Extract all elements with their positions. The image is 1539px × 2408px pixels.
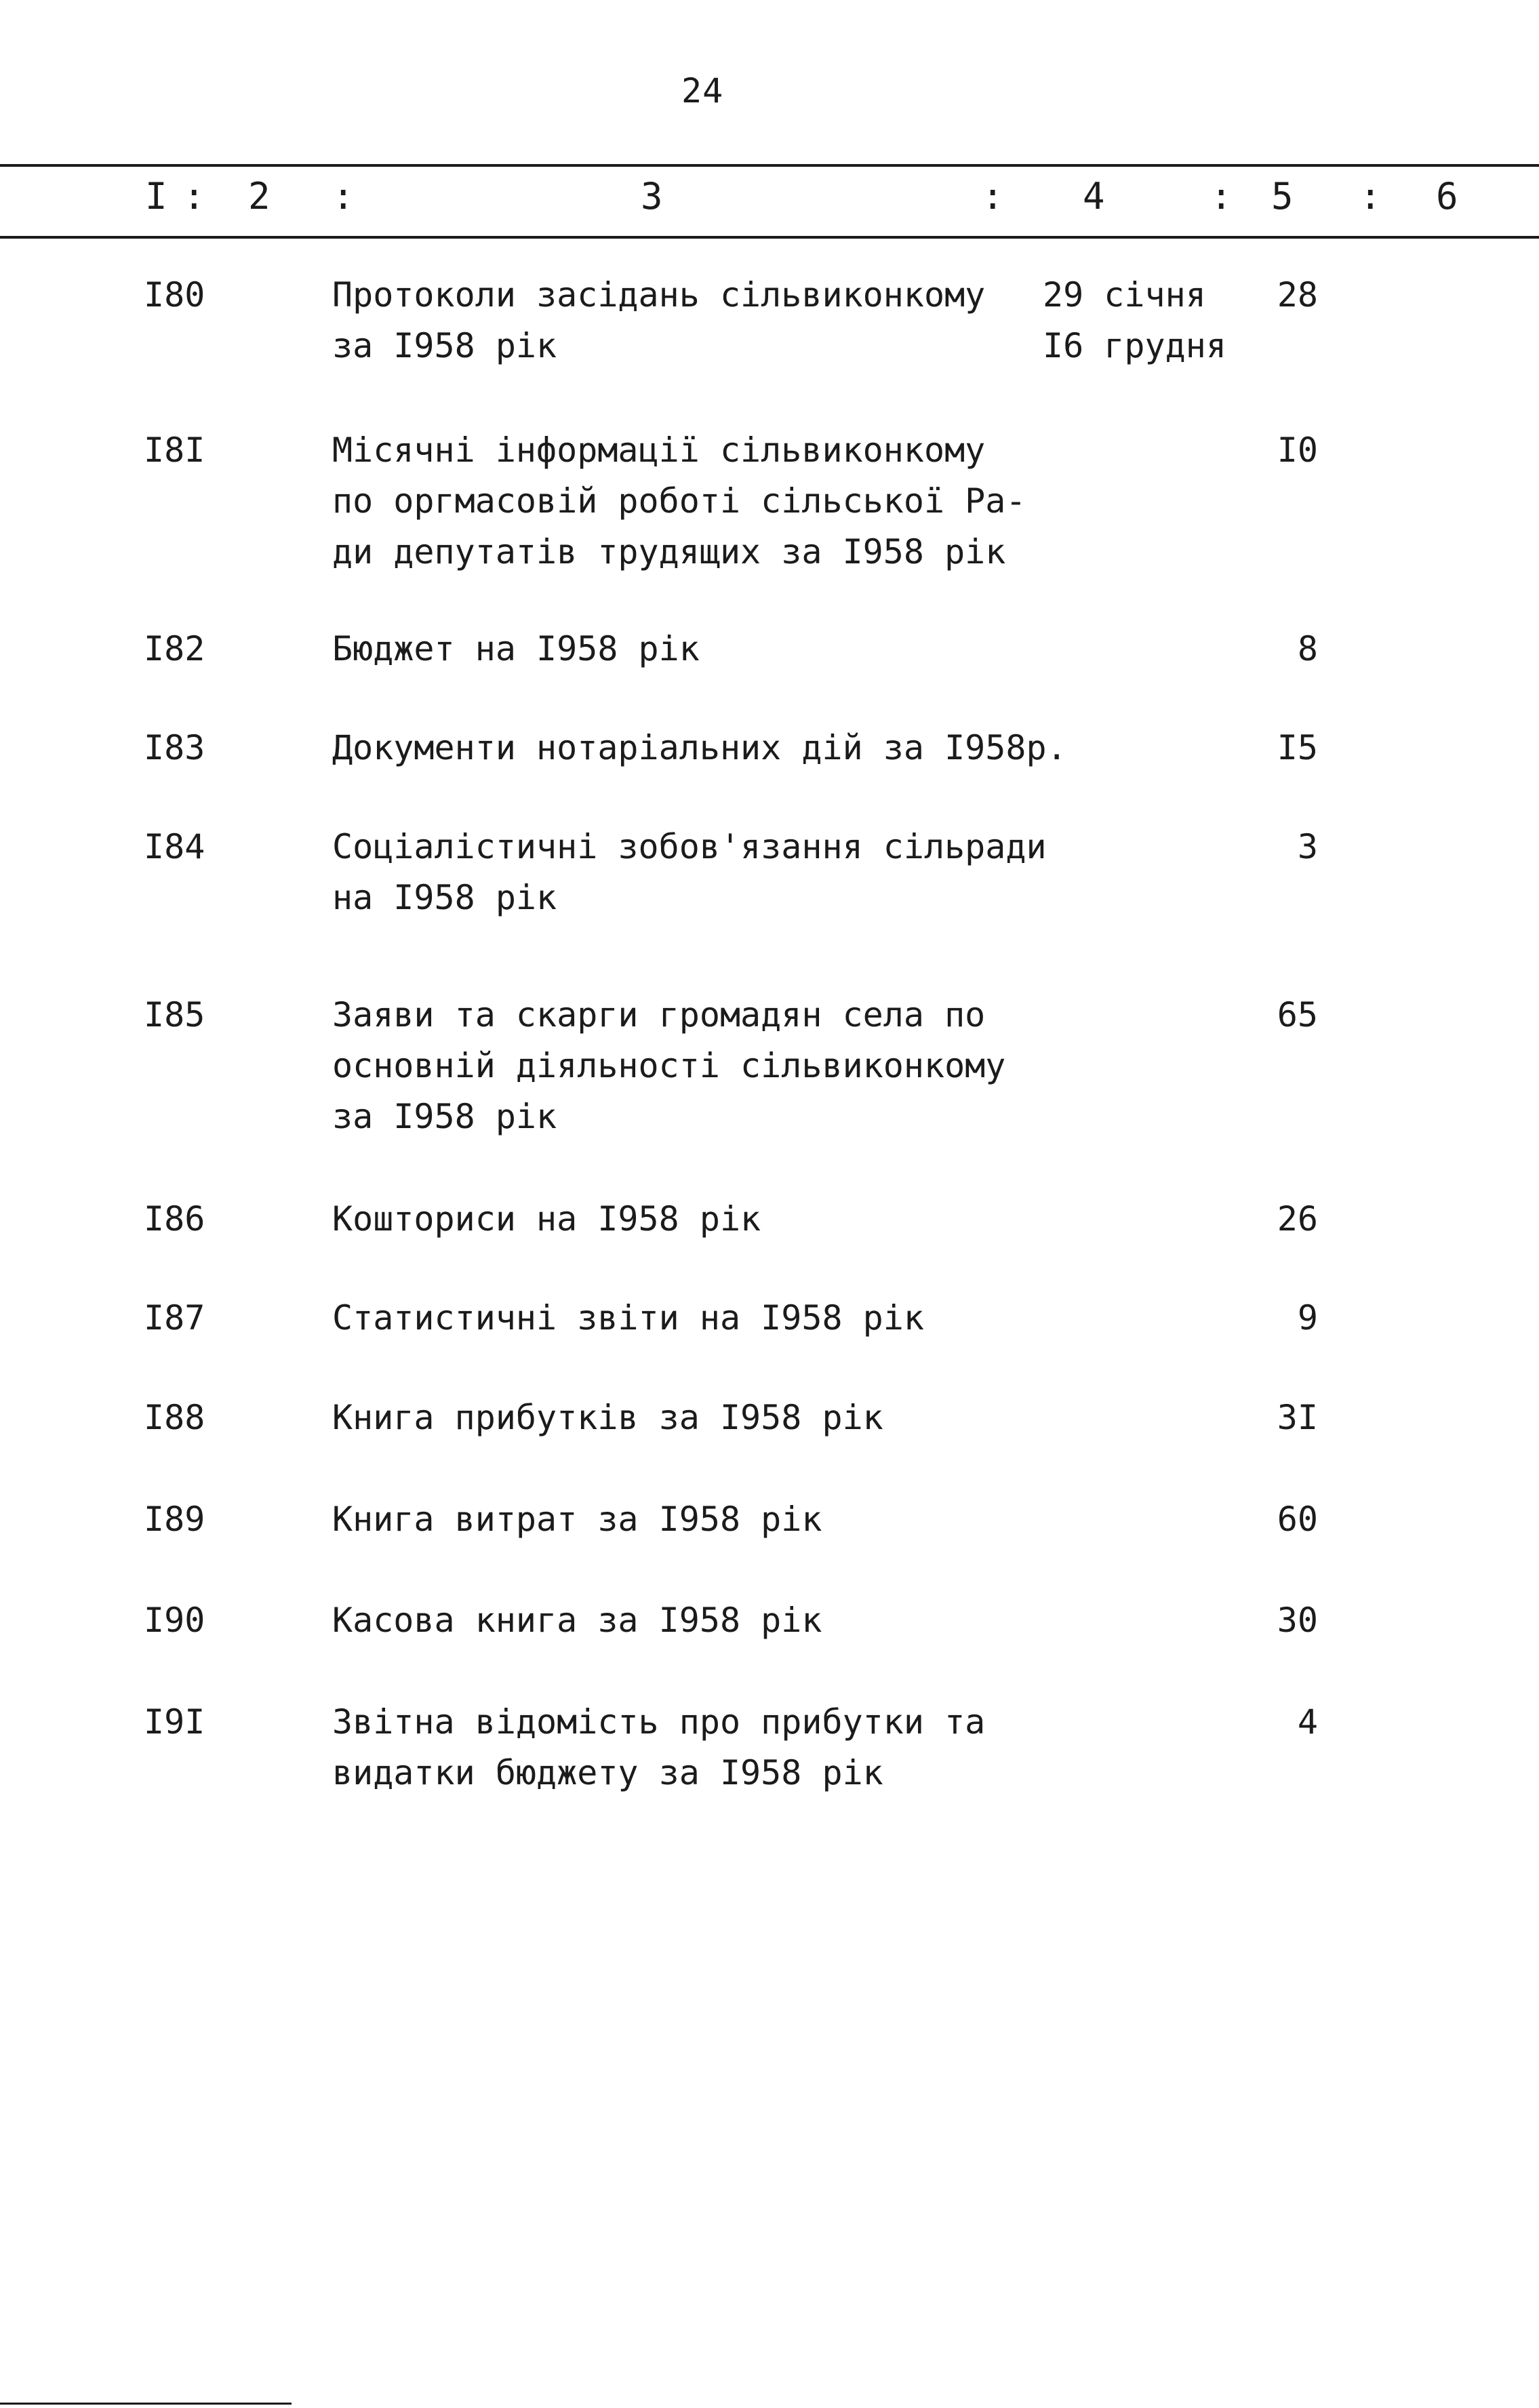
row-number: I86 (144, 1199, 205, 1239)
row-title (332, 990, 1098, 1142)
title-line: Місячні інформації сільвиконкому (332, 430, 986, 470)
row-title (332, 1293, 1098, 1344)
row-number: I84 (144, 827, 205, 866)
header-separator: : (1359, 175, 1382, 218)
row-sheet-count: 8 (1297, 629, 1318, 668)
row-number: I87 (144, 1298, 205, 1338)
table-header-rule (0, 236, 1539, 239)
row-title (332, 1494, 1098, 1545)
header-col-2: 2 (248, 175, 271, 218)
header-col-6: 6 (1436, 175, 1458, 218)
header-separator: : (982, 175, 1004, 218)
title-line: Бюджет на I958 рік (332, 629, 700, 668)
title-line: на I958 рік (332, 878, 557, 917)
title-line: Соціалістичні зобов'язання сільради (332, 827, 1047, 866)
title-line: основній діяльності сільвиконкому (332, 1046, 1006, 1085)
header-col-5: 5 (1271, 175, 1294, 218)
row-sheet-count: 3 (1297, 827, 1318, 866)
title-line: по оргмасовій роботі сільської Ра- (332, 481, 1026, 521)
row-sheet-count: I5 (1277, 728, 1318, 767)
title-line: Книга прибутків за I958 рік (332, 1398, 883, 1437)
row-sheet-count: 30 (1277, 1601, 1318, 1640)
title-line: Касова книга за I958 рік (332, 1601, 822, 1640)
table-header (0, 175, 1539, 222)
row-sheet-count: I0 (1277, 430, 1318, 470)
row-title (332, 425, 1098, 578)
title-line: Протоколи засідань сільвиконкому (332, 275, 986, 315)
row-sheet-count: 28 (1277, 275, 1318, 315)
header-col-4: 4 (1083, 175, 1105, 218)
row-number: I83 (144, 728, 205, 767)
row-title (332, 1595, 1098, 1646)
row-sheet-count: 3I (1277, 1398, 1318, 1437)
header-col-1: I (145, 175, 167, 218)
title-line: Документи нотаріальних дій за I958р. (332, 728, 1067, 767)
row-number: I80 (144, 275, 205, 315)
row-sheet-count: 9 (1297, 1298, 1318, 1338)
date-line: I6 грудня (1043, 326, 1226, 365)
row-sheet-count: 65 (1277, 995, 1318, 1035)
row-sheet-count: 4 (1297, 1702, 1318, 1742)
row-number: I9I (144, 1702, 205, 1742)
row-title (332, 723, 1098, 774)
header-separator: : (332, 175, 355, 218)
row-title (332, 1194, 1098, 1245)
footer-rule (0, 2403, 292, 2405)
row-sheet-count: 60 (1277, 1500, 1318, 1539)
title-line: видатки бюджету за I958 рік (332, 1753, 883, 1792)
row-title (332, 270, 1098, 372)
title-line: за I958 рік (332, 326, 557, 365)
row-number: I89 (144, 1500, 205, 1539)
row-number: I90 (144, 1601, 205, 1640)
title-line: Заяви та скарги громадян села по (332, 995, 986, 1035)
header-separator: : (183, 175, 205, 218)
title-line: Книга витрат за I958 рік (332, 1500, 822, 1539)
date-line: 29 січня (1043, 275, 1206, 315)
table-top-rule (0, 164, 1539, 167)
row-title (332, 822, 1098, 923)
row-dates (1043, 270, 1226, 372)
row-title (332, 1392, 1098, 1443)
page-number: 24 (681, 71, 724, 111)
row-title (332, 624, 1098, 675)
row-title (332, 1697, 1098, 1799)
title-line: ди депутатів трудящих за I958 рік (332, 532, 1006, 571)
row-number: I85 (144, 995, 205, 1035)
title-line: Звітна відомість про прибутки та (332, 1702, 986, 1742)
row-number: I82 (144, 629, 205, 668)
header-separator: : (1210, 175, 1233, 218)
title-line: Статистичні звіти на I958 рік (332, 1298, 924, 1338)
row-number: I88 (144, 1398, 205, 1437)
title-line: Кошториси на I958 рік (332, 1199, 761, 1239)
header-col-3: 3 (641, 175, 663, 218)
title-line: за I958 рік (332, 1097, 557, 1136)
row-sheet-count: 26 (1277, 1199, 1318, 1239)
row-number: I8I (144, 430, 205, 470)
